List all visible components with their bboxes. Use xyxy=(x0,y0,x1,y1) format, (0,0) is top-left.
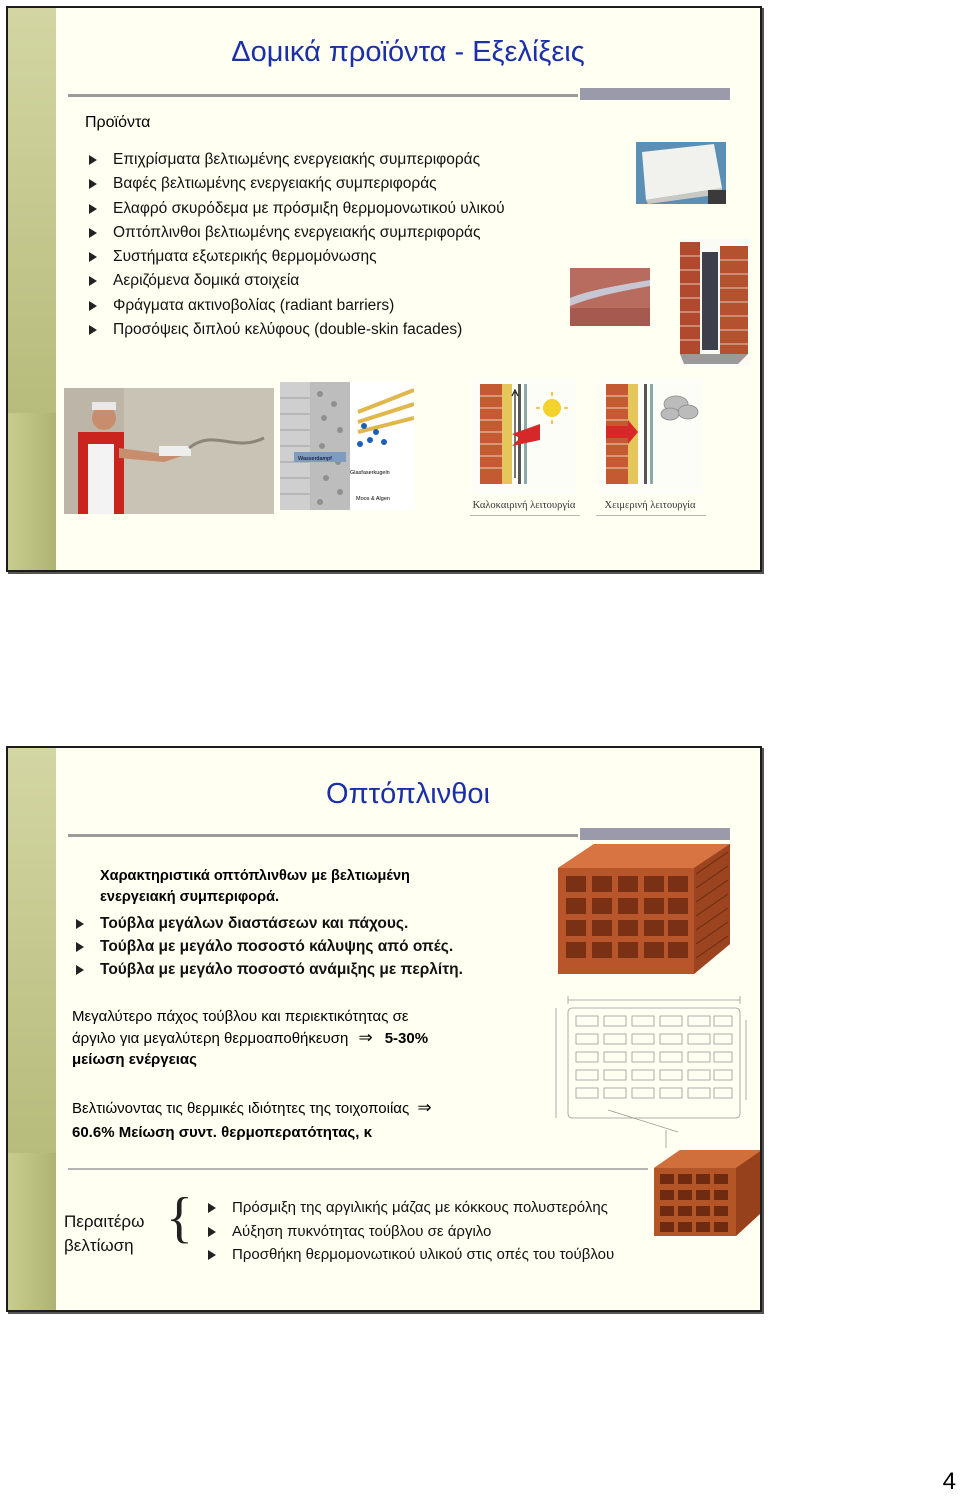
further-improvement-label xyxy=(64,1210,144,1258)
slide-title: Οπτόπλινθοι xyxy=(326,778,490,810)
list-item: Αεριζόμενα δομικά στοιχεία xyxy=(85,269,505,293)
page-number: 4 xyxy=(942,1468,956,1495)
further-improvement-line: Περαιτέρω xyxy=(64,1212,145,1231)
diagram-label-glass: Glasfaserkugeln xyxy=(350,470,390,476)
thermal-paragraph-line: Βελτιώνοντας τις θερμικές ιδιότητες της τοιχοποιίας xyxy=(72,1100,410,1117)
implies-arrow-icon: ⇒ xyxy=(417,1098,432,1117)
caption-rule xyxy=(470,515,580,516)
plaster-sample-image xyxy=(570,268,650,326)
list-item: Προσόψεις διπλού κελύφους (double-skin facades) xyxy=(85,318,505,342)
slide-title: Δομικά προϊόντα - Εξελίξεις xyxy=(231,36,585,68)
caption-summer: Καλοκαιρινή λειτουργία xyxy=(472,500,576,511)
products-heading: Προϊόντα xyxy=(85,114,151,131)
list-item: Βαφές βελτιωμένης ενεργειακής συμπεριφοράς xyxy=(85,172,505,196)
list-item: Πρόσμιξη της αργιλικής μάζας με κόκκους πολυστερόλης xyxy=(204,1196,614,1220)
caption-winter: Χειμερινή λειτουργία xyxy=(604,500,696,511)
brick-cross-section-drawing xyxy=(548,980,752,1176)
title-rule-accent xyxy=(580,88,730,100)
energy-reduction-value: 5-30% xyxy=(384,1030,429,1047)
hollow-brick-3d-image xyxy=(554,844,730,978)
brick-wall-section-image xyxy=(680,238,750,366)
brick-features-list xyxy=(72,912,463,981)
diagram-label-vapour: Wasserdampf xyxy=(298,456,332,462)
slide-bricks xyxy=(6,746,762,1312)
features-intro-line: ενεργειακή συμπεριφορά. xyxy=(100,889,280,905)
list-item: Τούβλα με μεγάλο ποσοστό κάλυψης από οπές. xyxy=(72,935,463,958)
list-item: Ελαφρό σκυρόδεμα με πρόσμιξη θερμομονωτικού υλικού xyxy=(85,197,505,221)
curly-brace-icon: { xyxy=(166,1187,193,1249)
list-item: Τούβλα μεγάλων διαστάσεων και πάχους. xyxy=(72,912,463,935)
caption-rule xyxy=(596,515,706,516)
diagram-label-moss: Moos & Algen xyxy=(356,496,390,502)
u-value-reduction: 60.6% Μείωση συντ. θερμοπερατότητας, κ xyxy=(72,1124,372,1141)
features-intro-line: Χαρακτηριστικά οπτόπλινθων με βελτιωμένη xyxy=(100,868,410,884)
further-improvements-list xyxy=(204,1196,614,1267)
products-list xyxy=(85,148,505,342)
thickness-paragraph-line: Μεγαλύτερο πάχος τούβλου και περιεκτικότητας σε xyxy=(72,1008,409,1025)
clay-brick-photo xyxy=(650,1148,762,1238)
list-item: Συστήματα εξωτερικής θερμομόνωσης xyxy=(85,245,505,269)
winter-operation-diagram xyxy=(598,378,702,494)
plastering-worker-image xyxy=(64,388,274,514)
features-intro xyxy=(100,866,410,908)
list-item: Οπτόπλινθοι βελτιωμένης ενεργειακής συμπεριφοράς xyxy=(85,221,505,245)
list-item: Φράγματα ακτινοβολίας (radiant barriers) xyxy=(85,294,505,318)
list-item: Τούβλα με μεγάλο ποσοστό ανάμιξης με περλίτη. xyxy=(72,958,463,981)
facade-coating-diagram xyxy=(280,382,414,510)
title-rule xyxy=(68,94,578,97)
insulation-board-image xyxy=(636,142,726,204)
list-item: Αύξηση πυκνότητας τούβλου σε άργιλο xyxy=(204,1220,614,1244)
section-divider xyxy=(68,1168,648,1170)
list-item: Επιχρίσματα βελτιωμένης ενεργειακής συμπεριφοράς xyxy=(85,148,505,172)
slide-sidebar-top xyxy=(8,748,56,1153)
thermal-paragraph xyxy=(72,1096,439,1145)
title-rule-accent xyxy=(580,828,730,840)
title-rule xyxy=(68,834,578,837)
list-item: Προσθήκη θερμομονωτικού υλικού στις οπές του τούβλου xyxy=(204,1243,614,1267)
thickness-paragraph-line: άργιλο για μεγαλύτερη θερμοαποθήκευση xyxy=(72,1030,349,1047)
slide-building-products xyxy=(6,6,762,572)
thickness-paragraph-line: μείωση ενέργειας xyxy=(72,1051,197,1068)
thickness-paragraph xyxy=(72,1006,428,1070)
implies-arrow-icon: ⇒ xyxy=(358,1028,373,1047)
slide-sidebar-top xyxy=(8,8,56,413)
further-improvement-line: βελτίωση xyxy=(64,1236,134,1255)
summer-operation-diagram xyxy=(472,378,576,494)
